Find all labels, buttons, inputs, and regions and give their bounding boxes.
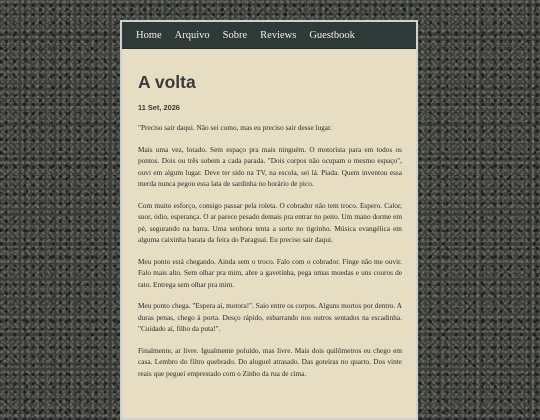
post-paragraph: Finalmente, ar livre. Igualmente poluído, mas livre. Mais dois quilômetros eu chego em casa. Lembro do filtro quebrado. Do aluguel atrasado. Das goteiras no quarto. Dos vinte reais que peguei emprestado com o Zinho da rua de cima. [138,345,402,378]
post-paragraph: Meu ponto está chegando. Ainda sem o troco. Falo com o cobrador. Finge não me ouvir. Falo mais alto. Sem olhar pra mim, abre a gavetinha, pega umas moedas e uns couros de rato. Entrega sem olhar pra mim. [138,256,402,289]
nav-reviews-link[interactable]: Reviews [260,29,297,41]
post-paragraph: "Preciso sair daqui. Não sei como, mas eu preciso sair desse lugar. [138,123,332,132]
nav-home-link[interactable]: Home [136,29,162,41]
nav-bar [122,22,416,49]
blog-container [120,20,418,420]
post-paragraph: Meu ponto chega. "Espera aí, motora!". Saio entre os corpos. Alguns mortos por dentro. A duras penas, chego à porta. Desço rápido, esbarrando nos outros sentados na escadinha. "Cuidado aí, filho da puta!". [138,301,402,333]
nav-sobre-link[interactable]: Sobre [222,29,248,41]
nav-arquivo-link[interactable]: Arquivo [174,29,210,41]
nav-guestbook-link[interactable]: Guestbook [309,29,355,41]
post-date: 11 Set, 2026 [138,103,180,112]
post-paragraph: Mais uma vez, lotado. Sem espaço pra mais ninguém. O motorista para em todos os pontos. Dois ou três sobem a cada parada. "Dois corpos não ocupam o mesmo espaço", ouvi em algum lugar. Deve ter sido na TV, na escola, sei lá. Piada. Quem inventou essa merda nunca pegou essa lata de sardinha no horário de pico. [138,144,402,188]
post-title: A volta [138,72,196,92]
post-paragraph: Com muito esforço, consigo passar pela roleta. O cobrador não tem troco. Espero. Calor, suor, ódio, esperança. O ar parece pesado demais pra entrar no peito. Um mano dorme em pé, segurando na barra. Uma senhora tenta a sorte no tigrinho. Música evangélica em alguma caixinha barata da feira do Paraguai. Eu preciso sair daqui. [138,200,402,244]
post-content [122,49,416,379]
